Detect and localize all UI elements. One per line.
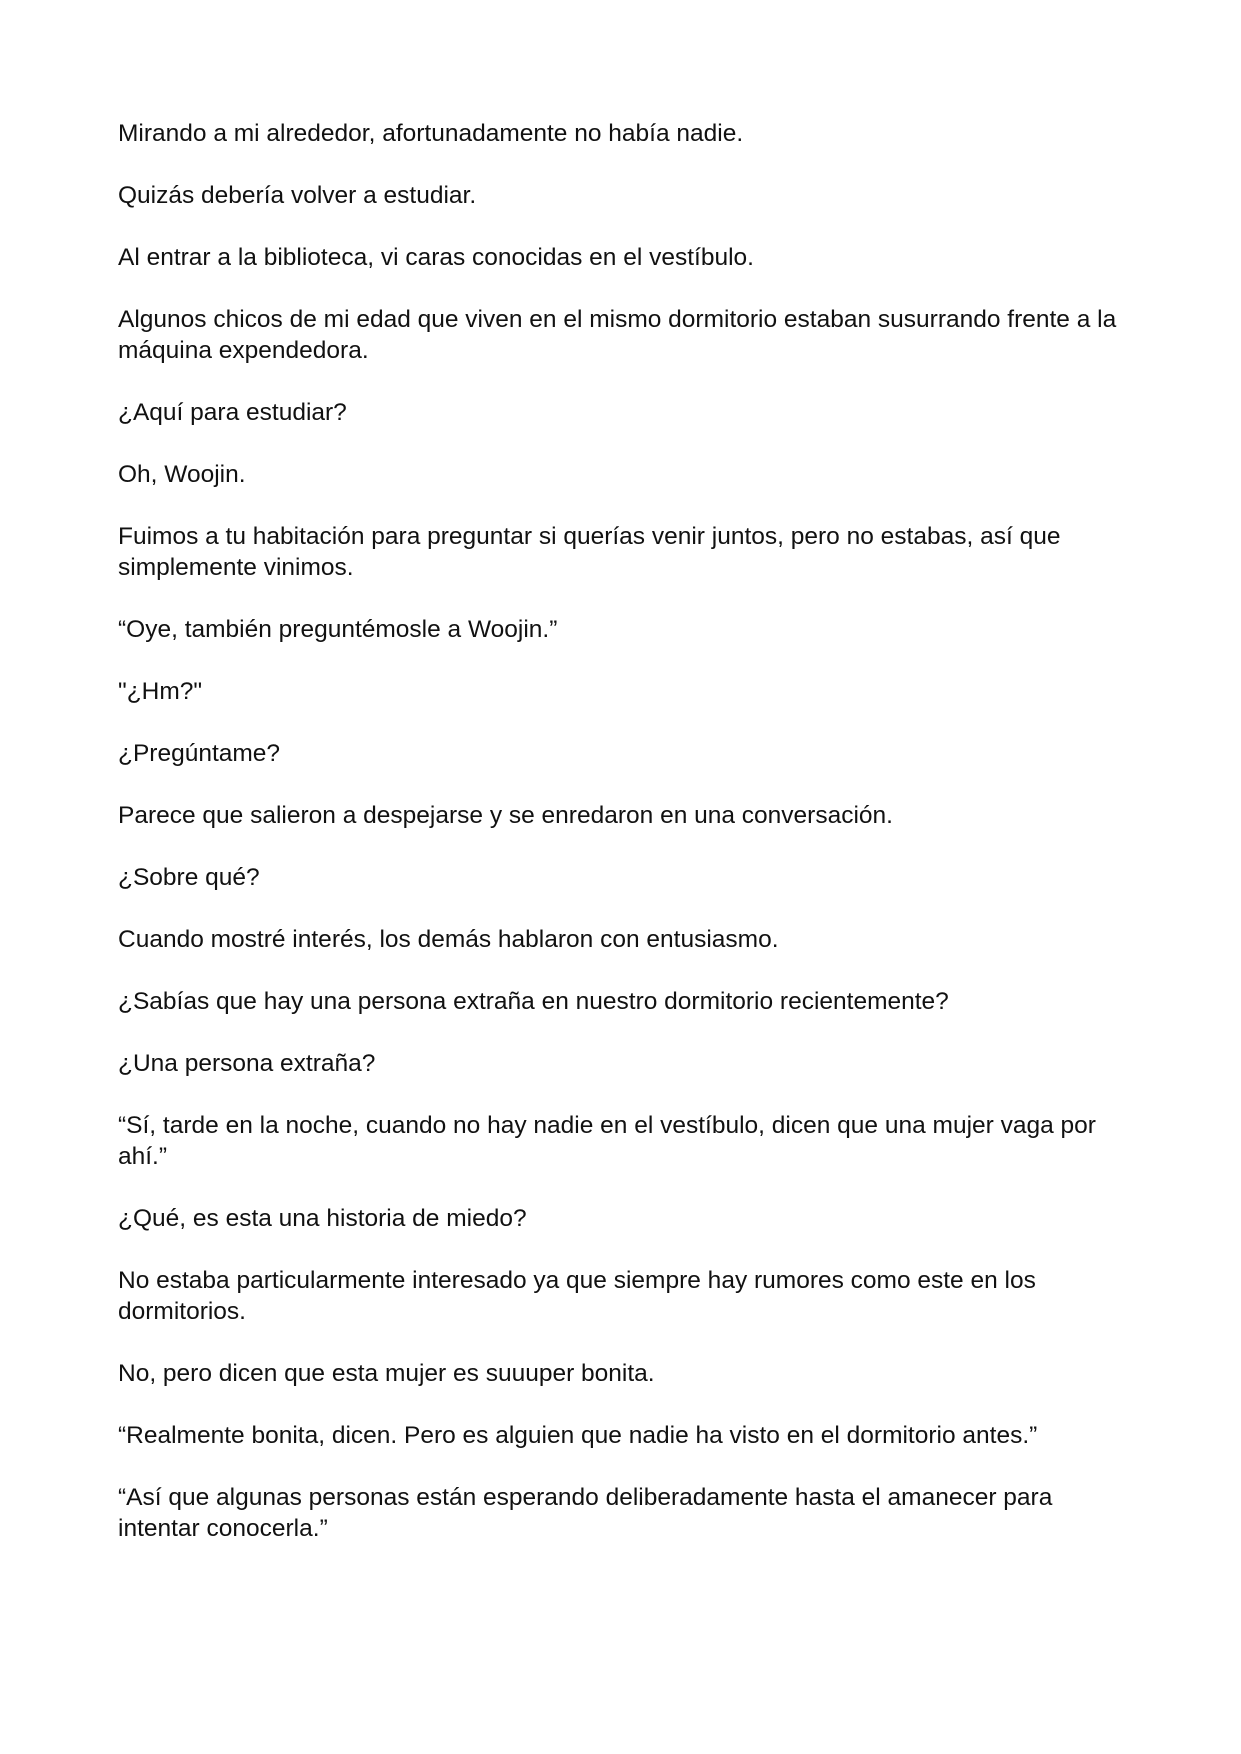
paragraph: ¿Pregúntame? — [118, 740, 281, 767]
paragraph: Al entrar a la biblioteca, vi caras conocidas en el vestíbulo. — [118, 244, 754, 271]
paragraph: No, pero dicen que esta mujer es suuuper bonita. — [118, 1360, 655, 1387]
paragraph: No estaba particularmente interesado ya que siempre hay rumores como este en los dormitorios. — [118, 1267, 1036, 1325]
paragraph: ¿Sobre qué? — [118, 864, 260, 891]
paragraph: ¿Una persona extraña? — [118, 1050, 376, 1077]
paragraph: Parece que salieron a despejarse y se enredaron en una conversación. — [118, 802, 893, 829]
document-body — [118, 118, 1128, 1575]
paragraph: Cuando mostré interés, los demás hablaron con entusiasmo. — [118, 926, 779, 953]
paragraph: “Oye, también preguntémosle a Woojin.” — [118, 616, 558, 643]
paragraph: “Realmente bonita, dicen. Pero es alguien que nadie ha visto en el dormitorio antes.” — [118, 1422, 1038, 1449]
paragraph: “Así que algunas personas están esperando deliberadamente hasta el amanecer para intentar conocerla.” — [118, 1484, 1053, 1542]
paragraph: Mirando a mi alrededor, afortunadamente no había nadie. — [118, 120, 744, 147]
paragraph: ¿Sabías que hay una persona extraña en nuestro dormitorio recientemente? — [118, 988, 949, 1015]
paragraph: Quizás debería volver a estudiar. — [118, 182, 477, 209]
paragraph: “Sí, tarde en la noche, cuando no hay nadie en el vestíbulo, dicen que una mujer vaga por ahí.” — [118, 1112, 1096, 1170]
paragraph: ¿Aquí para estudiar? — [118, 399, 347, 426]
paragraph: "¿Hm?" — [118, 678, 203, 705]
paragraph: Fuimos a tu habitación para preguntar si querías venir juntos, pero no estabas, así que simplemente vinimos. — [118, 523, 1061, 581]
paragraph: Oh, Woojin. — [118, 461, 246, 488]
paragraph: Algunos chicos de mi edad que viven en el mismo dormitorio estaban susurrando frente a la máquina expendedora. — [118, 306, 1117, 364]
paragraph: ¿Qué, es esta una historia de miedo? — [118, 1205, 527, 1232]
